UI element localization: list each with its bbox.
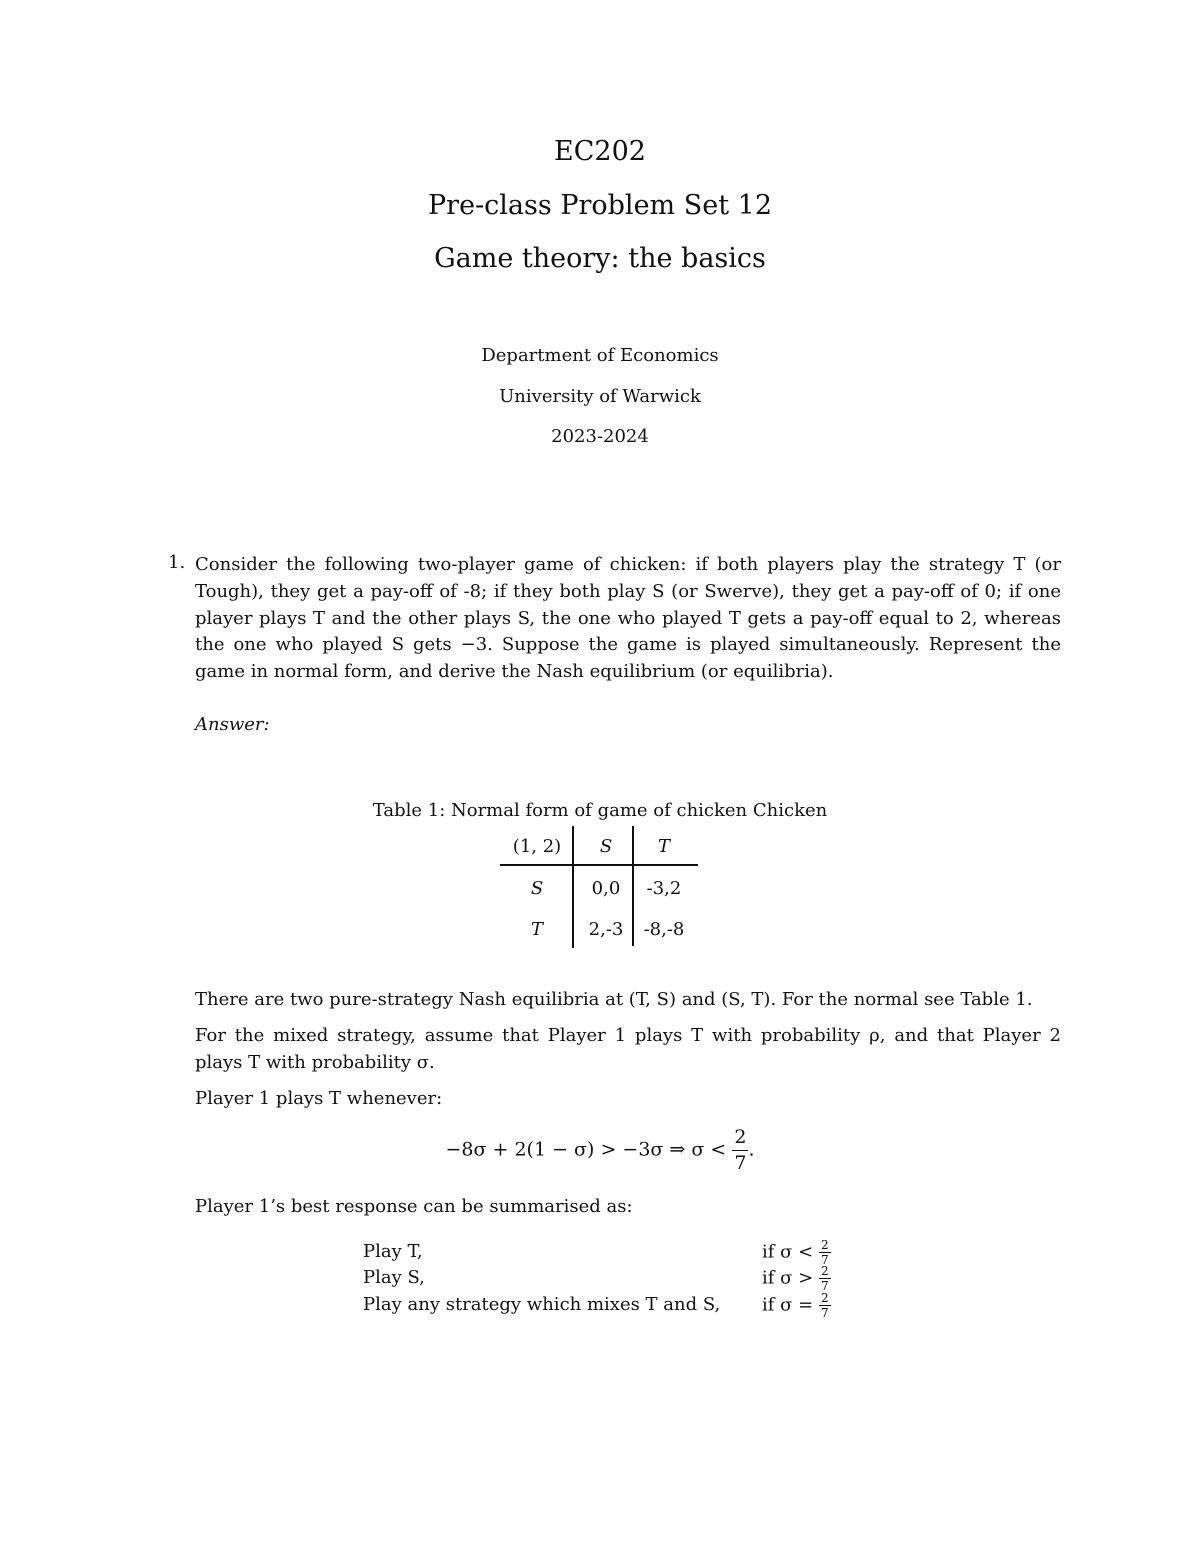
- condition-fraction-denominator: 7: [820, 1253, 829, 1267]
- mixed-strategy-text: For the mixed strategy, assume that Player 1 plays T with probability ρ, and that Player 2 plays T with probability σ.: [195, 1025, 1061, 1073]
- cell-t-t: -8,-8: [643, 919, 685, 940]
- condition-text: if σ <: [762, 1241, 814, 1263]
- condition-fraction-denominator: 7: [820, 1306, 829, 1320]
- question-text: Consider the following two-player game of chicken: if both players play the strategy T (or Tough), they get a pay-off of -8; if they both play S (or Swerve), they get a pay-off of 0; if one player plays T and the other plays S, the one who played T gets a pay-off equal to 2, whereas the one who played S gets −3. Suppose the game is played simultaneously. Represent the game in normal form, and derive the Nash equilibrium (or equilibria).: [195, 554, 1061, 683]
- best-response-action-3: Play any strategy which mixes T and S,: [363, 1294, 721, 1315]
- best-response-intro: Player 1’s best response can be summarised as:: [195, 1196, 633, 1217]
- normal-form-table: [500, 826, 700, 948]
- condition-fraction-denominator: 7: [820, 1279, 829, 1293]
- table-corner: (1, 2): [512, 836, 562, 857]
- player1-plays-text: Player 1 plays T whenever:: [195, 1088, 443, 1109]
- condition-text: if σ >: [762, 1267, 814, 1289]
- department: Department of Economics: [481, 345, 719, 366]
- best-response-condition-3: [762, 1292, 831, 1318]
- col-header-t: T: [657, 836, 670, 857]
- condition-fraction-numerator: 2: [820, 1238, 829, 1252]
- equation-fraction: [732, 1128, 748, 1173]
- cell-t-s: 2,-3: [588, 919, 624, 940]
- best-response-action-2: Play S,: [363, 1267, 425, 1288]
- equation-fraction-numerator: 2: [732, 1128, 748, 1151]
- table-divider-vertical-1: [572, 826, 574, 948]
- cell-s-t: -3,2: [646, 878, 682, 899]
- course-code: EC202: [554, 136, 646, 167]
- table-caption: Table 1: Normal form of game of chicken Chicken: [372, 800, 828, 821]
- condition-fraction: [819, 1239, 831, 1266]
- condition-fraction: [819, 1292, 831, 1319]
- topic-title: Game theory: the basics: [434, 243, 766, 274]
- row-header-s: S: [530, 878, 544, 899]
- best-response-condition-2: [762, 1265, 831, 1291]
- table-divider-vertical-2: [632, 826, 634, 946]
- table-divider-horizontal: [500, 864, 698, 866]
- best-response-action-1: Play T,: [363, 1241, 423, 1262]
- equation-fraction-denominator: 7: [734, 1152, 747, 1174]
- col-header-s: S: [599, 836, 613, 857]
- equation-lhs: −8σ + 2(1 − σ) > −3σ ⇒ σ <: [445, 1138, 727, 1161]
- answer-label: Answer:: [195, 714, 270, 735]
- university: University of Warwick: [499, 386, 701, 407]
- cell-s-s: 0,0: [591, 878, 621, 899]
- condition-fraction: [819, 1265, 831, 1292]
- best-response-condition-1: [762, 1239, 831, 1265]
- nash-equilibria-text: There are two pure-strategy Nash equilibria at (T, S) and (S, T). For the normal see Table 1.: [195, 989, 1033, 1010]
- problem-set-title: Pre-class Problem Set 12: [428, 190, 772, 221]
- row-header-t: T: [530, 919, 543, 940]
- question-number: 1.: [168, 552, 186, 573]
- academic-year: 2023-2024: [551, 426, 649, 447]
- condition-fraction-numerator: 2: [820, 1264, 829, 1278]
- inequality-equation: [0, 1128, 1200, 1173]
- condition-text: if σ =: [762, 1294, 814, 1316]
- equation-end: .: [748, 1138, 755, 1161]
- condition-fraction-numerator: 2: [820, 1291, 829, 1305]
